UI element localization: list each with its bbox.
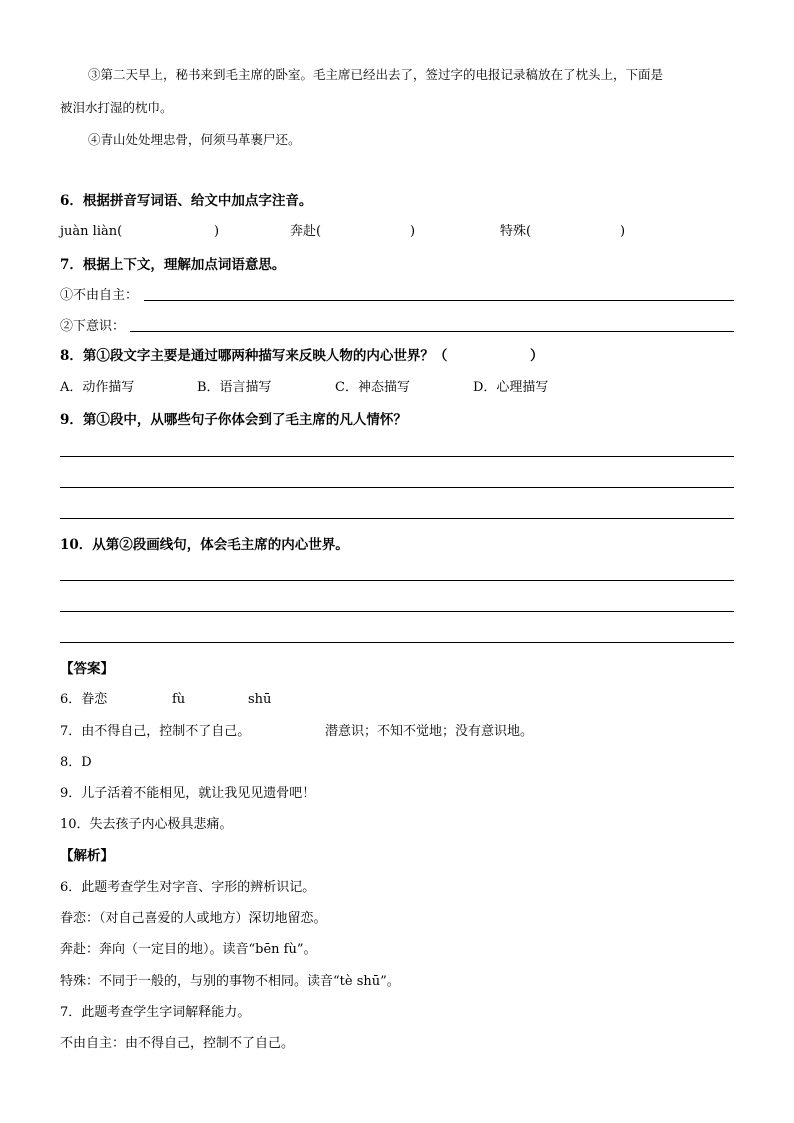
q8-option-b[interactable]: B．语言描写 [197,380,272,395]
q7-item-1-label: ①不由自主： [60,288,139,303]
passage-paragraph-3-line-1: ③第二天早上，秘书来到毛主席的卧室。毛主席已经出去了，签过字的电报记录稿放在了枕头上，下面是 [88,67,664,82]
question-8-title-close: ） [530,348,544,364]
q8-option-d[interactable]: D．心理描写 [473,380,549,395]
q8-option-c[interactable]: C．神态描写 [335,380,410,395]
analysis-heading: 【解析】 [60,848,114,864]
answer-8: 8．D [60,755,92,770]
answers-heading: 【答案】 [60,661,114,677]
q6-item-3-label: 特殊( [500,224,532,239]
q6-item-1-label: juàn liàn( [60,224,123,239]
q7-item-2-answer-line[interactable] [130,331,734,332]
answer-9: 9．儿子活着不能相见，就让我见见遗骨吧！ [60,786,316,801]
q10-answer-line-3[interactable] [60,642,734,643]
answer-7-part-1: 7．由不得自己，控制不了自己。 [60,724,251,739]
question-8-title: 8．第①段文字主要是通过哪两种描写来反映人物的内心世界？（ [60,348,448,364]
question-6-items [60,223,734,241]
q9-answer-line-1[interactable] [60,456,734,457]
q9-answer-line-3[interactable] [60,518,734,519]
q7-item-2-label: ②下意识： [60,319,126,334]
analysis-line-4: 特殊：不同于一般的，与别的事物不相同。读音“tè shū”。 [60,974,400,989]
q7-item-1-answer-line[interactable] [144,300,734,301]
question-8-title-row [60,347,734,365]
answer-6-word: 6．眷恋 [60,692,108,707]
analysis-line-3: 奔赴：奔向（一定目的地）。读音“bēn fù”。 [60,942,317,957]
analysis-line-6: 不由自主：由不得自己，控制不了自己。 [60,1036,295,1051]
answer-10: 10．失去孩子内心极具悲痛。 [60,817,233,832]
q10-answer-line-2[interactable] [60,611,734,612]
answer-6-pinyin-1: fù [172,692,186,707]
question-7-title: 7．根据上下文，理解加点词语意思。 [60,257,286,273]
passage-paragraph-3-line-2: 被泪水打湿的枕巾。 [60,100,173,115]
analysis-line-1: 6．此题考查学生对字音、字形的辨析识记。 [60,880,316,895]
answer-7-part-2: 潜意识；不知不觉地；没有意识地。 [325,724,534,739]
answer-6-row [60,691,734,709]
question-6-title: 6．根据拼音写词语、给文中加点字注音。 [60,193,313,209]
analysis-line-5: 7．此题考查学生字词解释能力。 [60,1005,251,1020]
q6-item-3-close: ) [620,224,626,239]
answer-7-row [60,723,734,741]
passage-paragraph-4: ④青山处处埋忠骨，何须马革裹尸还。 [88,132,301,147]
q6-item-2-label: 奔赴( [290,224,322,239]
q10-answer-line-1[interactable] [60,580,734,581]
q9-answer-line-2[interactable] [60,487,734,488]
analysis-line-2: 眷恋：（对自己喜爱的人或地方）深切地留恋。 [60,911,327,926]
question-8-options [60,379,734,397]
question-9-title: 9．第①段中，从哪些句子你体会到了毛主席的凡人情怀？ [60,412,407,428]
question-10-title: 10．从第②段画线句，体会毛主席的内心世界。 [60,537,349,553]
q6-item-2-close: ) [410,224,416,239]
q6-item-1-close: ) [214,224,220,239]
answer-6-pinyin-2: shū [248,692,272,707]
q8-option-a[interactable]: A．动作描写 [60,380,135,395]
